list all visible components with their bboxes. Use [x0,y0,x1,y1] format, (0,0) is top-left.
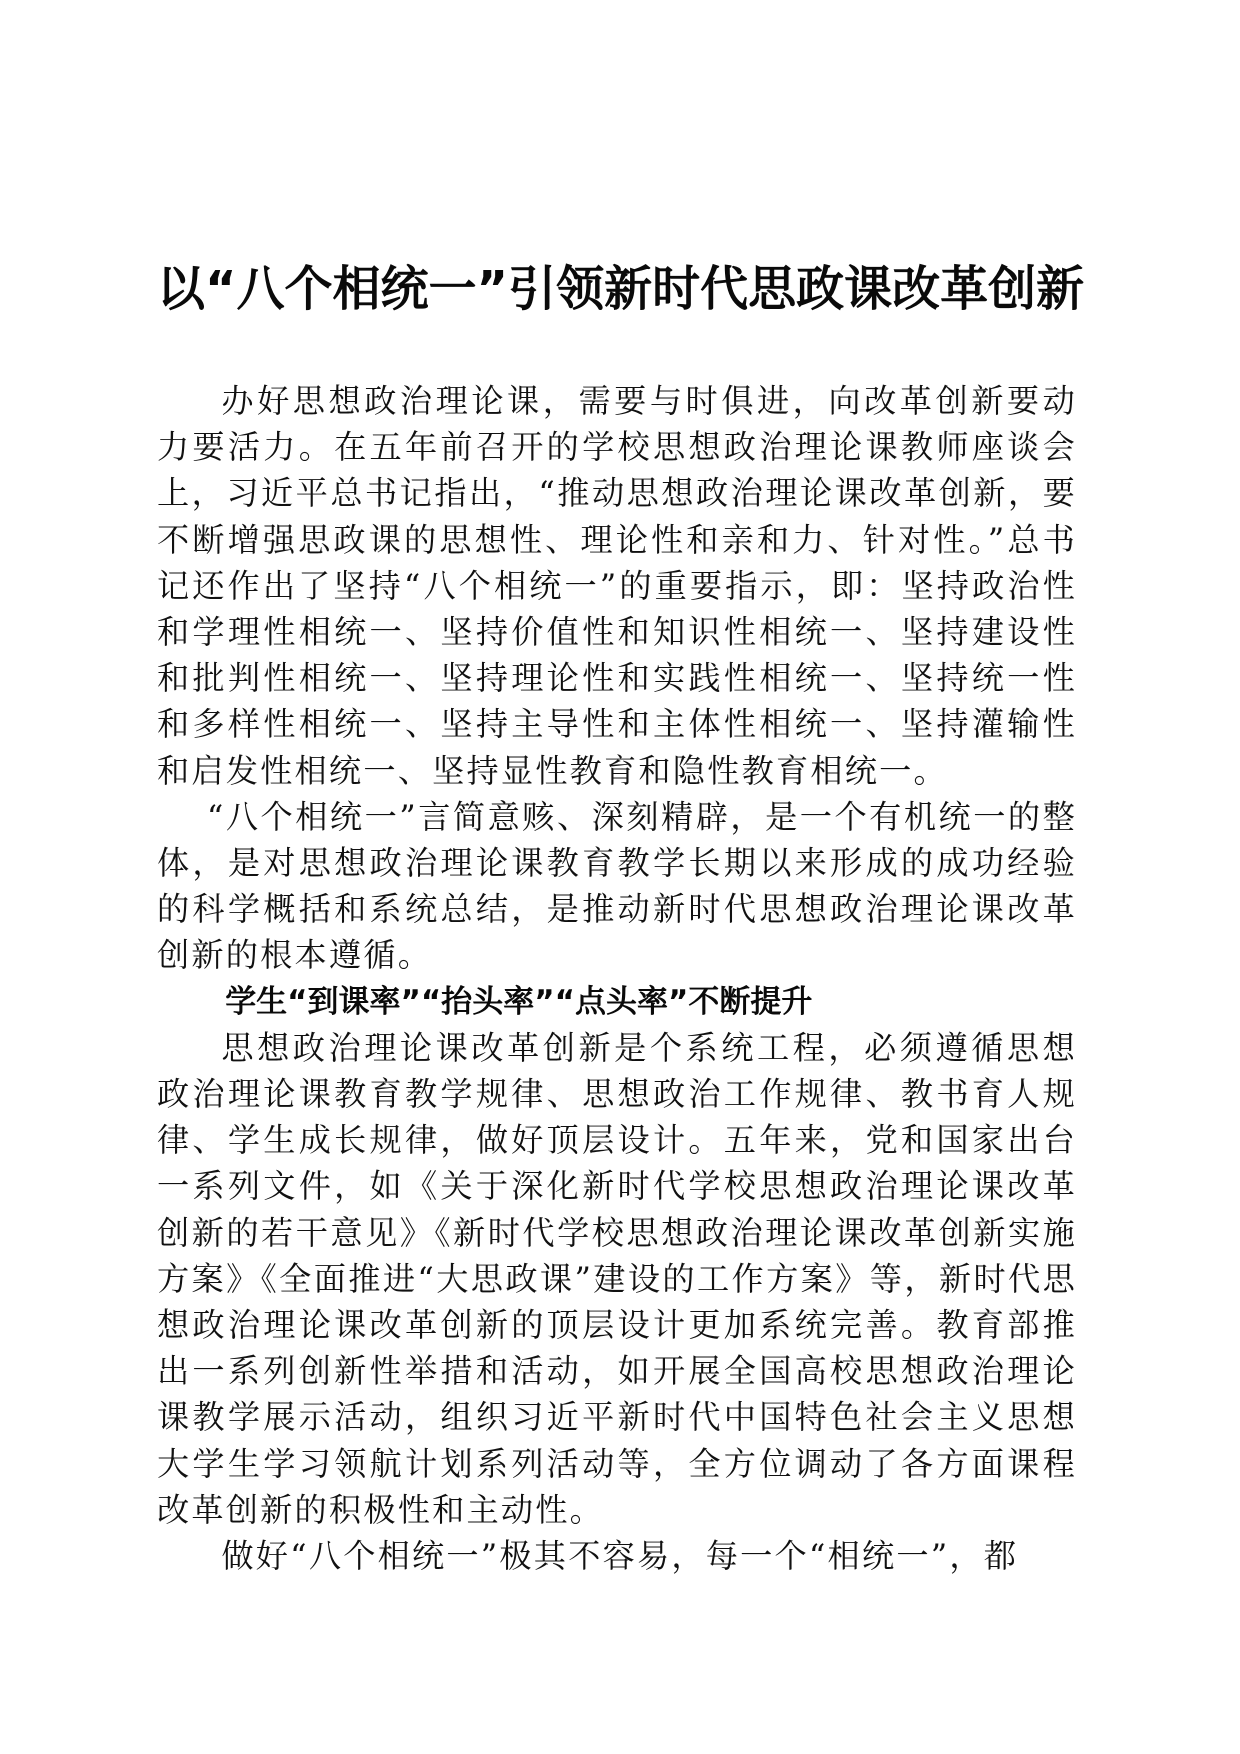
body-paragraph-2: “八个相统一”言简意赅、深刻精辟，是一个有机统一的整体，是对思想政治理论课教育教学长期以来形成的成功经验的科学概括和系统总结，是推动新时代思想政治理论课改革创新的根本遵循。 [157,797,1077,975]
body-paragraph-1: 办好思想政治理论课，需要与时俱进，向改革创新要动力要活力。在五年前召开的学校思想政治理论课教师座谈会上，习近平总书记指出，“推动思想政治理论课改革创新，要不断增强思政课的思想性、理论性和亲和力、针对性。”总书记还作出了坚持“八个相统一”的重要指示，即：坚持政治性和学理性相统一、坚持价值性和知识性相统一、坚持建设性和批判性相统一、坚持理论性和实践性相统一、坚持统一性和多样性相统一、坚持主导性和主体性相统一、坚持灌输性和启发性相统一、坚持显性教育和隐性教育相统一。 [157,382,1077,790]
body-paragraph-3: 思想政治理论课改革创新是个系统工程，必须遵循思想政治理论课教育教学规律、思想政治工作规律、教书育人规律、学生成长规律，做好顶层设计。五年来，党和国家出台一系列文件，如《关于深化新时代学校思想政治理论课改革创新的若干意见》《新时代学校思想政治理论课改革创新实施方案》《全面推进“大思政课”建设的工作方案》等，新时代思想政治理论课改革创新的顶层设计更加系统完善。教育部推出一系列创新性举措和活动，如开展全国高校思想政治理论课教学展示活动，组织习近平新时代中国特色社会主义思想大学生学习领航计划系列活动等，全方位调动了各方面课程改革创新的积极性和主动性。 [157,1028,1077,1529]
page-title: 以“八个相统一”引领新时代思政课改革创新 [157,261,1085,318]
body-paragraph-4: 做好“八个相统一”极其不容易，每一个“相统一”，都 [221,1537,1019,1576]
section-heading: 学生“到课率”“抬头率”“点头率”不断提升 [225,983,813,1020]
article-body [157,378,1077,1579]
